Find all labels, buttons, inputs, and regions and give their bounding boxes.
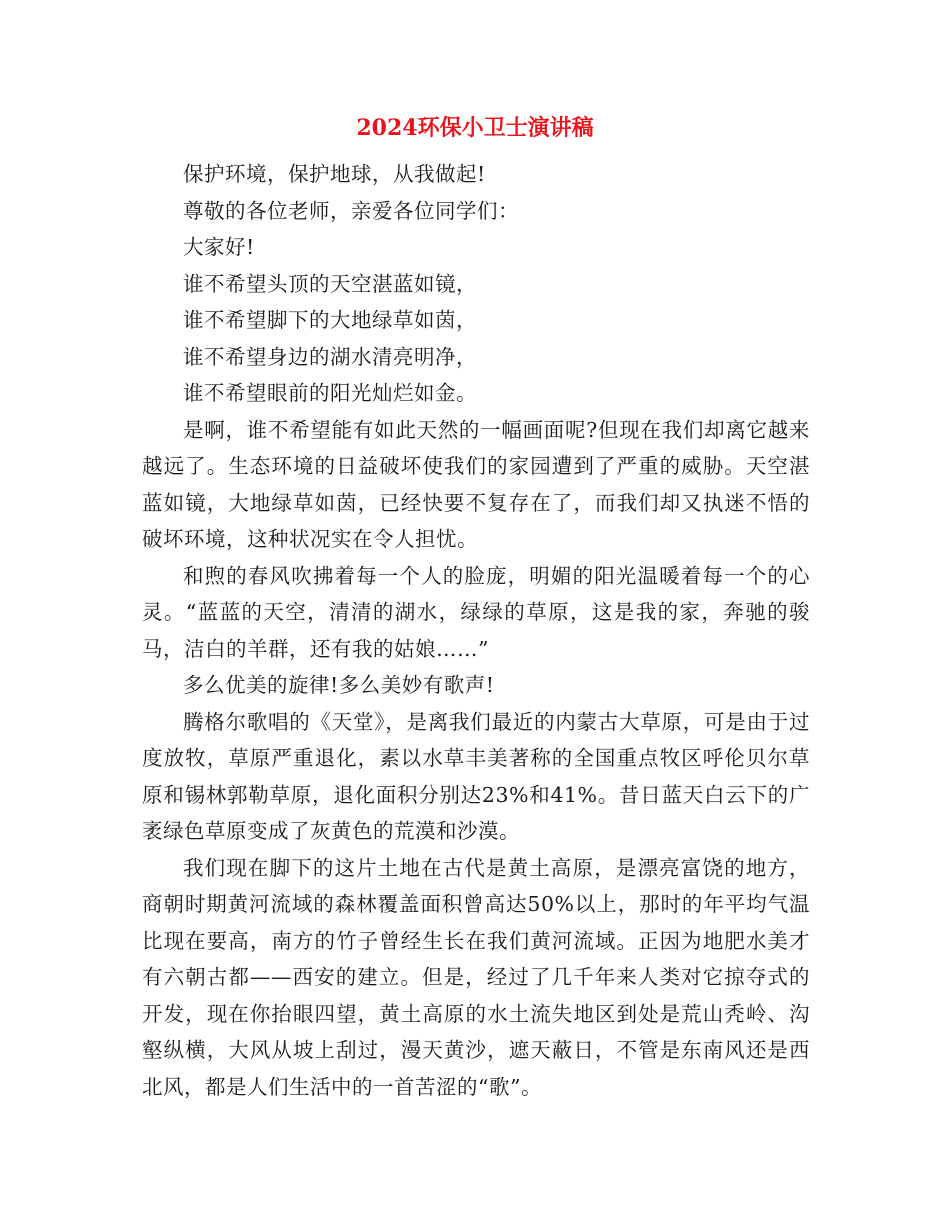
paragraph-body-4: 腾格尔歌唱的《天堂》，是离我们最近的内蒙古大草原，可是由于过度放牧，草原严重退化，素以水草丰美著称的全国重点牧区呼伦贝尔草原和锡林郭勒草原，退化面积分别达23%和41%。昔日蓝天白云下的广袤绿色草原变成了灰黄色的荒漠和沙漠。 bbox=[142, 709, 810, 843]
paragraph-salutation: 尊敬的各位老师，亲爱各位同学们： bbox=[183, 198, 519, 223]
paragraph-greeting: 大家好! bbox=[183, 235, 255, 259]
paragraph-verse-4: 谁不希望眼前的阳光灿烂如金。 bbox=[183, 381, 477, 405]
paragraph-body-2: 和煦的春风吹拂着每一个人的脸庞，明媚的阳光温暖着每一个的心灵。“蓝蓝的天空，清清的湖水，绿绿的草原，这是我的家，奔驰的骏马，洁白的羊群，还有我的姑娘……” bbox=[142, 563, 810, 661]
paragraph-body-5: 我们现在脚下的这片土地在古代是黄土高原，是漂亮富饶的地方，商朝时期黄河流域的森林覆盖面积曾高达50%以上，那时的年平均气温比现在要高，南方的竹子曾经生长在我们黄河流域。正因为地肥水美才有六朝古都——西安的建立。但是，经过了几千年来人类对它掠夺式的开发，现在你抬眼四望，黄土高原的水土流失地区到处是荒山秃岭、沟壑纵横，大风从坡上刮过，漫天黄沙，遮天蔽日，不管是东南风还是西北风，都是人们生活中的一首苦涩的“歌”。 bbox=[142, 855, 810, 1099]
paragraph-slogan: 保护环境，保护地球，从我做起! bbox=[183, 162, 486, 186]
paragraph-verse-1: 谁不希望头顶的天空湛蓝如镜， bbox=[183, 271, 477, 296]
paragraph-verse-3: 谁不希望身边的湖水清亮明净， bbox=[183, 344, 477, 369]
document-title: 2024环保小卫士演讲稿 bbox=[356, 115, 594, 141]
paragraph-verse-2: 谁不希望脚下的大地绿草如茵， bbox=[183, 308, 477, 332]
paragraph-body-1: 是啊，谁不希望能有如此天然的一幅画面呢?但现在我们却离它越来越远了。生态环境的日益破坏使我们的家园遭到了严重的威胁。天空湛蓝如镜，大地绿草如茵，已经快要不复存在了，而我们却又执迷不悟的破坏环境，这种状况实在令人担忧。 bbox=[142, 417, 810, 551]
paragraph-body-3: 多么优美的旋律!多么美妙有歌声! bbox=[183, 673, 495, 697]
document-body bbox=[142, 156, 810, 1105]
